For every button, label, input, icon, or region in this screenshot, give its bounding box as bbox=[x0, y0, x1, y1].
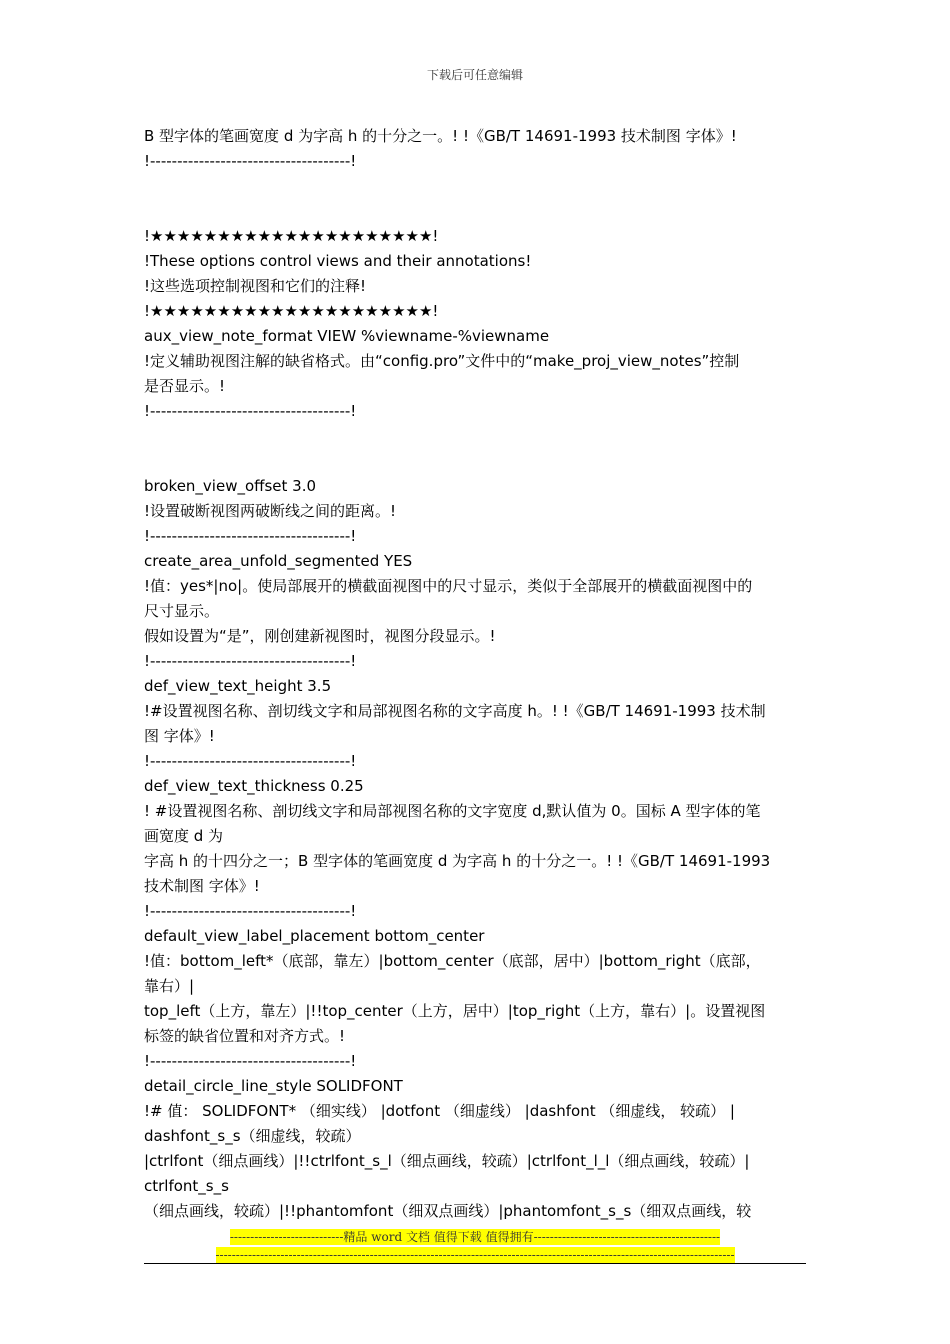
option-description-line: !定义辅助视图注解的缺省格式。由“config.pro”文件中的“make_proj_view_notes”控制 bbox=[144, 352, 740, 370]
config-option-line: detail_circle_line_style SOLIDFONT bbox=[144, 1077, 403, 1095]
separator-line: !-------------------------------------! bbox=[144, 652, 357, 670]
footer-banner-line: ----------------------------精品 word 文档 值得下载 值得拥有---------------------------------------------- bbox=[229, 1230, 721, 1244]
option-description-line: !# 值： SOLIDFONT* （细实线） |dotfont （细虚线） |dashfont （细虚线， 较疏） | bbox=[144, 1102, 735, 1120]
option-description-line: !#设置视图名称、剖切线文字和局部视图名称的文字高度 h。! !《GB/T 14691-1993 技术制 bbox=[144, 702, 766, 720]
option-description-line: 图 字体》! bbox=[144, 727, 215, 745]
option-description-line: ctrlfont_s_s bbox=[144, 1177, 229, 1195]
separator-line: !-------------------------------------! bbox=[144, 752, 357, 770]
option-description-line: 尺寸显示。 bbox=[144, 602, 220, 620]
option-description-line: （细点画线，较疏）|!!phantomfont（细双点画线）|phantomfont_s_s（细双点画线，较 bbox=[144, 1202, 752, 1220]
blank-line bbox=[144, 174, 806, 199]
config-option-line: def_view_text_thickness 0.25 bbox=[144, 777, 364, 795]
option-description-line: !设置破断视图两破断线之间的距离。! bbox=[144, 502, 397, 520]
footer-divider bbox=[144, 1263, 806, 1264]
separator-line: !-------------------------------------! bbox=[144, 902, 357, 920]
footer-banner-line: -------------------------------------------------------------------------------------------------------------------------------- bbox=[215, 1248, 735, 1262]
separator-line: !-------------------------------------! bbox=[144, 1052, 357, 1070]
option-description-line: 字高 h 的十四分之一；B 型字体的笔画宽度 d 为字高 h 的十分之一。! !《GB/T 14691-1993 bbox=[144, 852, 771, 870]
section-heading-zh: !这些选项控制视图和它们的注释! bbox=[144, 277, 367, 295]
option-description-line: 假如设置为“是”，刚创建新视图时，视图分段显示。! bbox=[144, 627, 496, 645]
page-header: 下载后可任意编辑 bbox=[426, 68, 523, 82]
separator-line: !-------------------------------------! bbox=[144, 402, 357, 420]
option-description-line: 画宽度 d 为 bbox=[144, 827, 224, 845]
option-description-line: 是否显示。! bbox=[144, 377, 226, 395]
blank-line bbox=[144, 449, 806, 474]
config-option-line: default_view_label_placement bottom_center bbox=[144, 927, 485, 945]
separator-line: !-------------------------------------! bbox=[144, 152, 357, 170]
option-description-line: 标签的缺省位置和对齐方式。! bbox=[144, 1027, 346, 1045]
text-line: B 型字体的笔画宽度 d 为字高 h 的十分之一。! !《GB/T 14691-1993 技术制图 字体》! bbox=[144, 127, 737, 145]
star-banner-line: !★★★★★★★★★★★★★★★★★★★★★! bbox=[144, 302, 439, 320]
option-description-line: top_left（上方，靠左）|!!top_center（上方，居中）|top_right（上方，靠右）|。设置视图 bbox=[144, 1002, 766, 1020]
option-description-line: dashfont_s_s（细虚线，较疏） bbox=[144, 1127, 361, 1145]
option-description-line: ! #设置视图名称、剖切线文字和局部视图名称的文字宽度 d,默认值为 0。国标 A 型字体的笔 bbox=[144, 802, 761, 820]
option-description-line: !值：yes*|no|。使局部展开的横截面视图中的尺寸显示，类似于全部展开的横截面视图中的 bbox=[144, 577, 753, 595]
separator-line: !-------------------------------------! bbox=[144, 527, 357, 545]
section-heading-en: !These options control views and their annotations! bbox=[144, 252, 532, 270]
blank-line bbox=[144, 424, 806, 449]
blank-line bbox=[144, 199, 806, 224]
page-footer bbox=[0, 1229, 950, 1263]
config-option-line: broken_view_offset 3.0 bbox=[144, 477, 317, 495]
star-banner-line: !★★★★★★★★★★★★★★★★★★★★★! bbox=[144, 227, 439, 245]
config-option-line: def_view_text_height 3.5 bbox=[144, 677, 332, 695]
config-option-line: create_area_unfold_segmented YES bbox=[144, 552, 413, 570]
document-body bbox=[144, 124, 806, 1224]
option-description-line: |ctrlfont（细点画线）|!!ctrlfont_s_l（细点画线，较疏）|ctrlfont_l_l（细点画线，较疏）| bbox=[144, 1152, 750, 1170]
option-description-line: !值：bottom_left*（底部，靠左）|bottom_center（底部，居中）|bottom_right（底部， bbox=[144, 952, 761, 970]
option-description-line: 技术制图 字体》! bbox=[144, 877, 260, 895]
config-option-line: aux_view_note_format VIEW %viewname-%viewname bbox=[144, 327, 550, 345]
option-description-line: 靠右）| bbox=[144, 977, 195, 995]
